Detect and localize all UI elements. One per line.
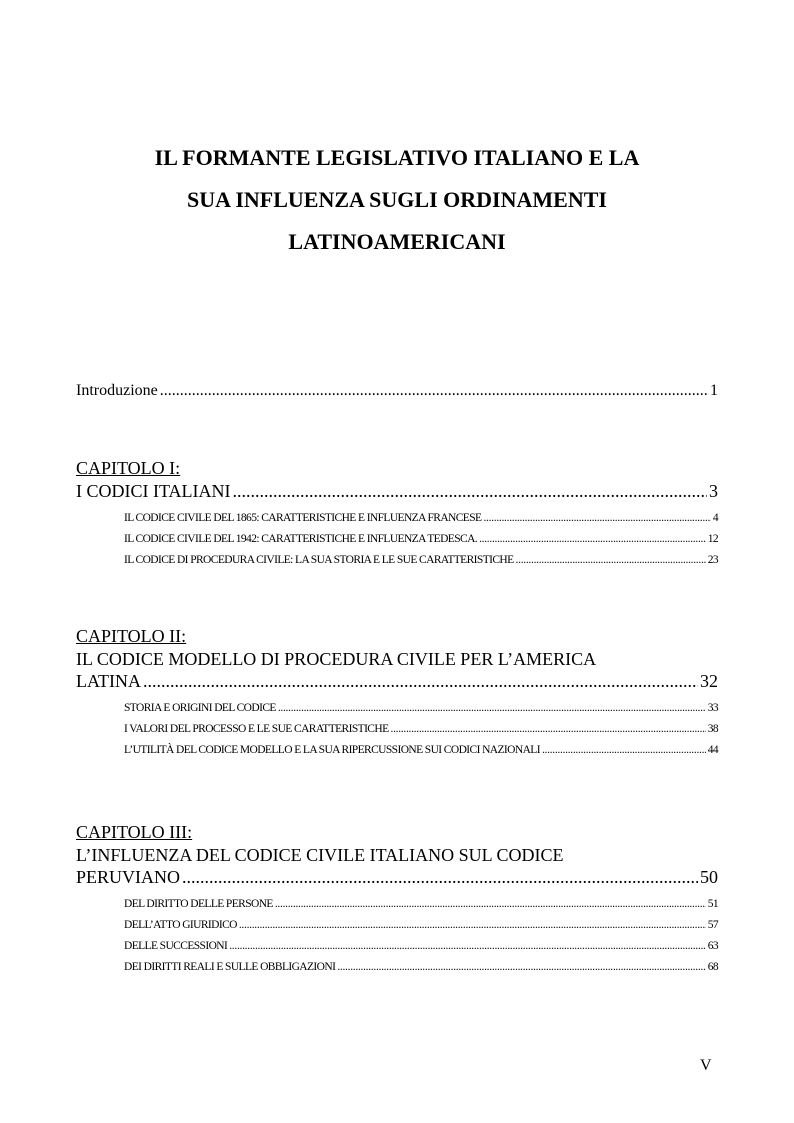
- section-label: L’UTILITÀ DEL CODICE MODELLO E LA SUA RIPERCUSSIONE SUI CODICI NAZIONALI: [124, 744, 540, 756]
- toc-section-entry[interactable]: [76, 719, 718, 740]
- section-page: 68: [707, 961, 718, 973]
- toc-leader-dots: [160, 382, 708, 400]
- toc-entry-label: Introduzione: [76, 382, 158, 399]
- toc-chapter-2: [76, 624, 718, 761]
- toc-section-entry[interactable]: [76, 894, 718, 915]
- document-title: [0, 140, 794, 266]
- title-line-1: IL FORMANTE LEGISLATIVO ITALIANO E LA: [154, 145, 640, 170]
- section-label: IL CODICE DI PROCEDURA CIVILE: LA SUA STORIA E LE SUE CARATTERISTICHE: [124, 554, 514, 566]
- chapter-title: LATINA: [76, 671, 141, 691]
- section-page: 33: [707, 702, 718, 714]
- section-label: IL CODICE CIVILE DEL 1865: CARATTERISTICHE E INFLUENZA FRANCESE: [124, 512, 482, 524]
- section-page: 38: [707, 723, 718, 735]
- toc-leader-dots: [275, 894, 706, 915]
- toc-leader-dots: [479, 529, 706, 550]
- toc-section-entry[interactable]: [76, 915, 718, 936]
- toc-chapter-3: [76, 820, 718, 978]
- section-page: 4: [712, 512, 718, 524]
- section-label: DELLE SUCCESSIONI: [124, 940, 228, 952]
- toc-leader-dots: [516, 550, 706, 571]
- chapter-page: 32: [700, 671, 718, 691]
- toc-section-entry[interactable]: [76, 508, 718, 529]
- section-page: 51: [707, 898, 718, 910]
- section-page: 57: [707, 919, 718, 931]
- toc-section-entry[interactable]: [76, 529, 718, 550]
- section-label: DEL DIRITTO DELLE PERSONE: [124, 898, 273, 910]
- section-label: DEI DIRITTI REALI E SULLE OBBLIGAZIONI: [124, 961, 336, 973]
- section-label: DELL’ATTO GIURIDICO: [124, 919, 237, 931]
- section-page: 23: [707, 554, 718, 566]
- toc-leader-dots: [229, 936, 705, 957]
- toc-leader-dots: [391, 719, 706, 740]
- toc-leader-dots: [239, 915, 706, 936]
- section-page: 12: [707, 533, 718, 545]
- section-page: 63: [707, 940, 718, 952]
- toc-leader-dots: [182, 866, 698, 888]
- toc-leader-dots: [233, 480, 707, 502]
- chapter-page: 50: [700, 867, 718, 887]
- chapter-heading: CAPITOLO I:: [76, 458, 181, 478]
- toc-leader-dots: [278, 698, 706, 719]
- section-label: STORIA E ORIGINI DEL CODICE: [124, 702, 276, 714]
- toc-leader-dots: [542, 740, 706, 761]
- toc-section-entry[interactable]: [76, 550, 718, 571]
- chapter-heading: CAPITOLO II:: [76, 626, 187, 646]
- chapter-title: I CODICI ITALIANI: [76, 481, 231, 501]
- toc-intro: [76, 382, 718, 400]
- title-line-2: SUA INFLUENZA SUGLI ORDINAMENTI: [187, 187, 607, 212]
- section-label: I VALORI DEL PROCESSO E LE SUE CARATTERISTICHE: [124, 723, 389, 735]
- toc-leader-dots: [143, 670, 698, 692]
- chapter-title-entry[interactable]: [76, 670, 718, 692]
- page-number: V: [700, 1057, 712, 1074]
- chapter-title-line: IL CODICE MODELLO DI PROCEDURA CIVILE PER L’AMERICA: [76, 649, 597, 669]
- chapter-title-entry[interactable]: [76, 480, 718, 502]
- section-page: 44: [707, 744, 718, 756]
- chapter-title-entry[interactable]: [76, 866, 718, 888]
- chapter-title: PERUVIANO: [76, 867, 181, 887]
- chapter-title-line: L’INFLUENZA DEL CODICE CIVILE ITALIANO SUL CODICE: [76, 845, 564, 865]
- toc-chapter-1: [76, 456, 718, 571]
- title-line-3: LATINOAMERICANI: [288, 229, 506, 254]
- toc-entry-page: 1: [710, 382, 718, 399]
- toc-section-entry[interactable]: [76, 740, 718, 761]
- toc-entry[interactable]: [76, 382, 718, 400]
- toc-section-entry[interactable]: [76, 936, 718, 957]
- section-label: IL CODICE CIVILE DEL 1942: CARATTERISTICHE E INFLUENZA TEDESCA.: [124, 533, 478, 545]
- chapter-heading: CAPITOLO III:: [76, 822, 193, 842]
- toc-leader-dots: [483, 508, 710, 529]
- chapter-page: 3: [709, 481, 718, 501]
- toc-section-entry[interactable]: [76, 698, 718, 719]
- toc-section-entry[interactable]: [76, 957, 718, 978]
- toc-leader-dots: [337, 957, 705, 978]
